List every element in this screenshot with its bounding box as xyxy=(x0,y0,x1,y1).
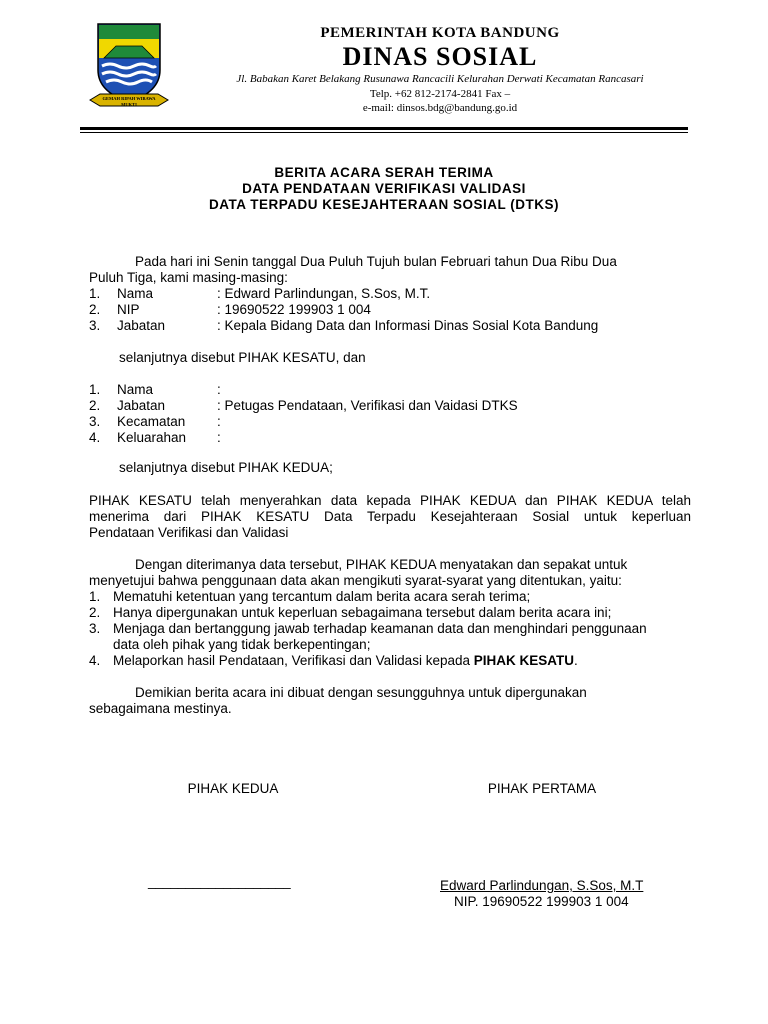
intro-line1: Pada hari ini Senin tanggal Dua Puluh Tujuh bulan Februari tahun Dua Ribu Dua xyxy=(135,254,617,269)
signature-left-blank: ___________________ xyxy=(148,874,291,889)
document-title-line1: BERITA ACARA SERAH TERIMA xyxy=(274,165,494,180)
list-label: Keluarahan xyxy=(117,430,187,445)
closing-line1: Demikian berita acara ini dibuat dengan sesungguhnya untuk dipergunakan xyxy=(135,685,587,700)
list-label: Jabatan xyxy=(117,398,166,413)
document-title-line3: DATA TERPADU KESEJAHTERAAN SOSIAL (DTKS) xyxy=(208,197,559,212)
list-label: Kecamatan xyxy=(117,414,186,429)
handover-line3: Pendataan Verifikasi dan Validasi xyxy=(89,525,289,540)
list-label: NIP xyxy=(117,302,140,317)
list-num: 2. xyxy=(89,398,101,413)
department-name: DINAS SOSIAL xyxy=(342,42,538,71)
list-item: Hanya dipergunakan untuk keperluan sebagaimana tersebut dalam berita acara ini; xyxy=(113,605,612,620)
office-phone: Telp. +62 812-2174-2841 Fax – xyxy=(369,88,511,100)
list-num: 4. xyxy=(89,430,101,445)
list-item xyxy=(113,653,578,669)
pihak-kesatu-designation: selanjutnya disebut PIHAK KESATU, dan xyxy=(119,350,366,365)
list-item: Mematuhi ketentuan yang tercantum dalam berita acara serah terima; xyxy=(113,589,531,604)
handover-line2: menerima dari PIHAK KESATU Data Terpadu Kesejahteraan Sosial untuk keperluan xyxy=(89,509,691,524)
list-item: Menjaga dan bertanggung jawab terhadap keamanan data dan menghindari penggunaan xyxy=(113,621,647,636)
government-name: PEMERINTAH KOTA BANDUNG xyxy=(320,25,560,41)
list-value: : xyxy=(217,430,221,445)
pihak-kedua-designation: selanjutnya disebut PIHAK KEDUA; xyxy=(119,460,333,475)
list-value: : xyxy=(217,382,221,397)
terms-intro-line2: menyetujui bahwa penggunaan data akan mengikuti syarat-syarat yang ditentukan, yaitu: xyxy=(89,573,622,588)
list-item-continuation: data oleh pihak yang tidak berkepentingan; xyxy=(113,637,371,652)
list-item-text: Melaporkan hasil Pendataan, Verifikasi dan Validasi kepada xyxy=(113,653,474,668)
intro-line2: Puluh Tiga, kami masing-masing: xyxy=(89,270,288,285)
list-num: 1. xyxy=(89,589,101,604)
office-email: e-mail: dinsos.bdg@bandung.go.id xyxy=(362,102,518,114)
list-num: 1. xyxy=(89,382,101,397)
signature-right-title: PIHAK PERTAMA xyxy=(487,781,597,796)
list-value: : Edward Parlindungan, S.Sos, M.T. xyxy=(217,286,431,301)
signature-right-nip: NIP. 19690522 199903 1 004 xyxy=(454,894,629,909)
office-address: Jl. Babakan Karet Belakang Rusunawa Rancacili Kelurahan Derwati Kecamatan Rancasari xyxy=(236,73,644,85)
list-item-end: . xyxy=(574,653,578,668)
signature-right-name: Edward Parlindungan, S.Sos, M.T xyxy=(440,878,644,893)
letterhead-rule-thin xyxy=(80,132,688,133)
handover-line1: PIHAK KESATU telah menyerahkan data kepada PIHAK KEDUA dan PIHAK KEDUA telah xyxy=(89,493,691,508)
list-value: : xyxy=(217,414,221,429)
letterhead-rule-thick xyxy=(80,127,688,130)
list-num: 1. xyxy=(89,286,101,301)
closing-line2: sebagaimana mestinya. xyxy=(89,701,232,716)
document-title-line2: DATA PENDATAAN VERIFIKASI VALIDASI xyxy=(242,181,526,196)
list-value: : Kepala Bidang Data dan Informasi Dinas Sosial Kota Bandung xyxy=(217,318,599,333)
list-label: Jabatan xyxy=(117,318,166,333)
list-num: 2. xyxy=(89,302,101,317)
list-num: 2. xyxy=(89,605,101,620)
list-label: Nama xyxy=(117,286,154,301)
list-num: 3. xyxy=(89,414,101,429)
city-logo xyxy=(88,20,170,116)
list-num: 3. xyxy=(89,318,101,333)
list-value: : Petugas Pendataan, Verifikasi dan Vaidasi DTKS xyxy=(217,398,518,413)
logo-motto: GEMAH RIPAH WIBAWA MUKTI xyxy=(102,96,156,107)
terms-intro-line1: Dengan diterimanya data tersebut, PIHAK KEDUA menyatakan dan sepakat untuk xyxy=(135,557,628,572)
list-num: 3. xyxy=(89,621,101,636)
list-label: Nama xyxy=(117,382,154,397)
list-item-bold: PIHAK KESATU xyxy=(473,653,574,668)
list-value: : 19690522 199903 1 004 xyxy=(217,302,371,317)
list-num: 4. xyxy=(89,653,101,668)
signature-left-title: PIHAK KEDUA xyxy=(187,781,279,796)
